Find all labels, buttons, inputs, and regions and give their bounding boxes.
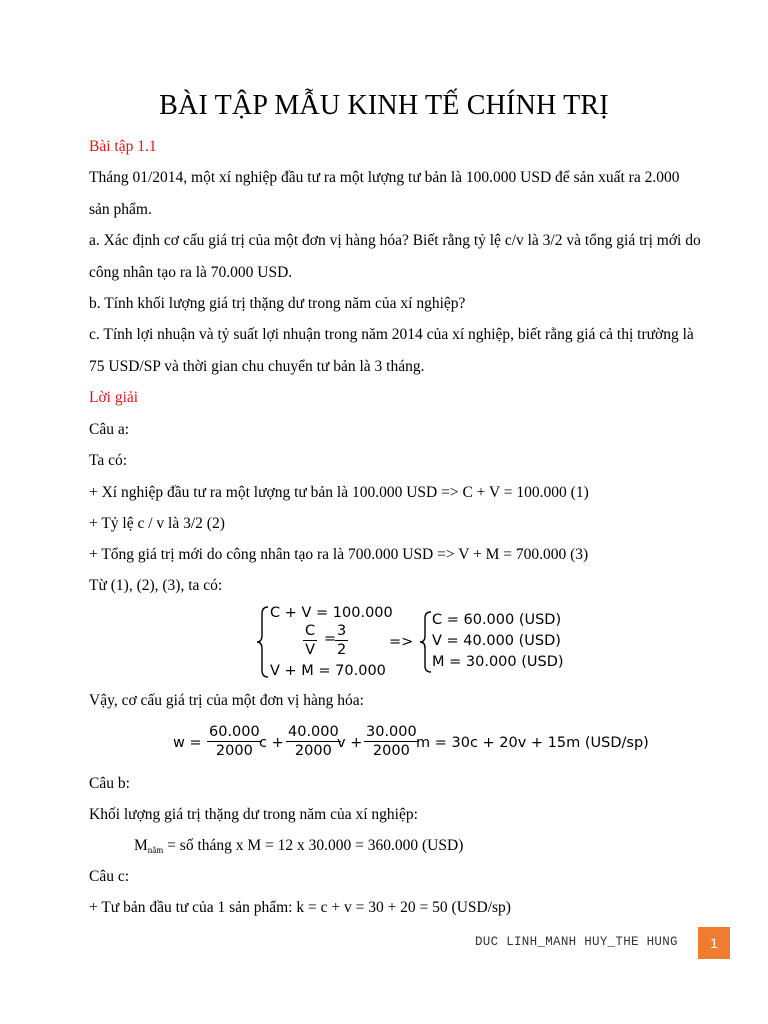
result-v: V = 40.000 (USD) [432, 633, 561, 649]
w-term-m-result: m = 30c + 20v + 15m (USD/sp) [416, 735, 649, 751]
implies-arrow: => [389, 634, 414, 650]
fraction-numerator: C [305, 623, 316, 639]
system-eq-1: C + V = 100.000 [270, 605, 393, 621]
fraction-c-over-v [303, 622, 317, 659]
solution-label: Lời giải [89, 389, 139, 406]
question-c-line-1: c. Tính lợi nhuận và tỷ suất lợi nhuận trong năm 2014 của xí nghiệp, biết rằng giá cả thị trường là [89, 326, 694, 343]
w-term-v: v + [337, 735, 363, 751]
solution-line-1: + Xí nghiệp đầu tư ra một lượng tư bản là 100.000 USD => C + V = 100.000 (1) [89, 484, 589, 501]
footer-authors: DUC LINH_MANH HUY_THE HUNG [475, 935, 678, 949]
system-eq-sign: = [324, 631, 337, 647]
surplus-value-text: Khối lượng giá trị thặng dư trong năm của xí nghiệp: [89, 806, 418, 823]
part-c-heading: Câu c: [89, 868, 130, 885]
question-a-line-1: a. Xác định cơ cấu giá trị của một đơn vị hàng hóa? Biết rằng tỷ lệ c/v là 3/2 và tổng giá trị mới do [89, 232, 701, 249]
solution-line-2: + Tỷ lệ c / v là 3/2 (2) [89, 515, 225, 532]
from-equations-text: Từ (1), (2), (3), ta có: [89, 577, 223, 594]
value-structure-text: Vậy, cơ cấu giá trị của một đơn vị hàng hóa: [89, 692, 364, 709]
result-m: M = 30.000 (USD) [432, 654, 564, 670]
ta-co-text: Ta có: [89, 452, 128, 469]
fraction-numerator: 40.000 [288, 724, 339, 740]
m-nam-rest: = số tháng x M = 12 x 30.000 = 360.000 (USD) [163, 837, 464, 854]
fraction-denominator: V [305, 642, 316, 658]
problem-intro-line-1: Tháng 01/2014, một xí nghiệp đầu tư ra một lượng tư bản là 100.000 USD để sản xuất ra 2.000 [89, 169, 680, 186]
m-nam-formula [134, 837, 463, 855]
capital-per-product-text: + Tư bản đầu tư của 1 sản phẩm: k = c + v = 30 + 20 = 50 (USD/sp) [89, 899, 511, 916]
fraction-denominator: 2000 [372, 743, 410, 759]
right-brace-icon [419, 611, 433, 673]
fraction-60000-2000 [207, 723, 262, 760]
fraction-numerator: 60.000 [209, 724, 260, 740]
fraction-numerator: 3 [337, 623, 347, 639]
system-eq-3: V + M = 70.000 [270, 663, 386, 679]
m-symbol: M [134, 837, 148, 854]
part-a-heading: Câu a: [89, 421, 130, 438]
w-term-c: c + [259, 735, 284, 751]
fraction-denominator: 2 [337, 642, 347, 658]
fraction-3-over-2 [335, 622, 348, 659]
result-c: C = 60.000 (USD) [432, 612, 562, 628]
fraction-30000-2000 [364, 723, 419, 760]
problem-intro-line-2: sản phẩm. [89, 201, 152, 218]
fraction-denominator: 2000 [294, 743, 332, 759]
exercise-label: Bài tập 1.1 [89, 138, 157, 155]
question-b-line-1: b. Tính khối lượng giá trị thặng dư trong năm của xí nghiệp? [89, 295, 466, 312]
fraction-denominator: 2000 [215, 743, 253, 759]
fraction-numerator: 30.000 [366, 724, 417, 740]
fraction-40000-2000 [286, 723, 341, 760]
m-subscript: năm [147, 845, 164, 855]
question-c-line-2: 75 USD/SP và thời gian chu chuyển tư bản là 3 tháng. [89, 358, 425, 375]
w-eq: w = [173, 735, 202, 751]
part-b-heading: Câu b: [89, 775, 130, 792]
question-a-line-2: công nhân tạo ra là 70.000 USD. [89, 264, 293, 281]
solution-line-3: + Tổng giá trị mới do công nhân tạo ra là 700.000 USD => V + M = 700.000 (3) [89, 546, 589, 563]
page-number-badge: 1 [698, 927, 730, 959]
page-title: BÀI TẬP MẪU KINH TẾ CHÍNH TRỊ [159, 90, 609, 121]
left-brace-icon [256, 606, 270, 678]
